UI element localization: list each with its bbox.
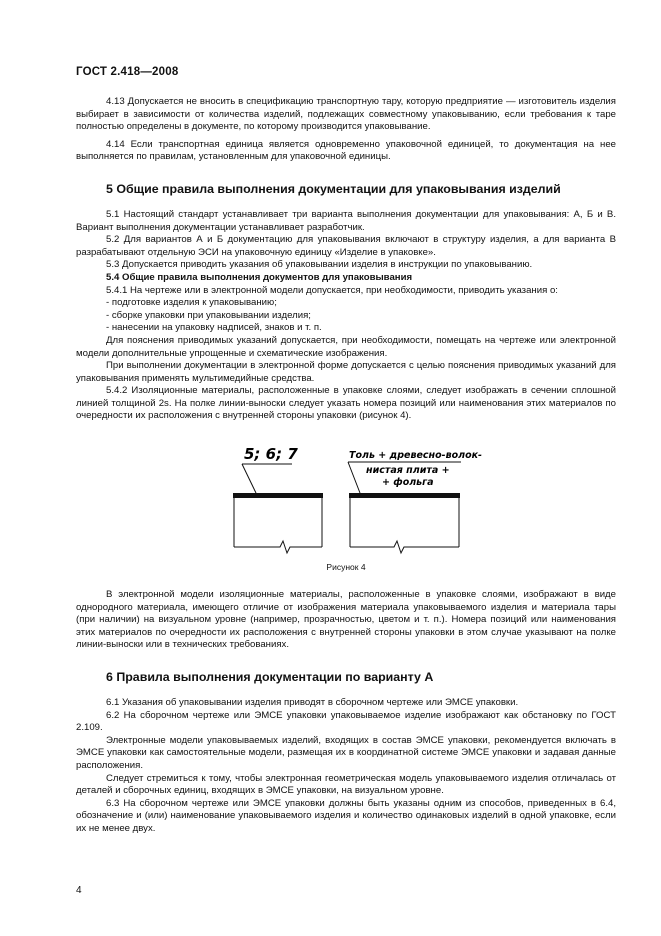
- paragraph-5-3: 5.3 Допускается приводить указания об упаковывании изделия в инструкции по упаковыванию.: [106, 259, 533, 271]
- break-line-left: [234, 541, 322, 553]
- figure-label-materials-3: + фольга: [382, 477, 434, 489]
- paragraph-explanation-1: Для пояснения приводимых указаний допускается, при необходимости, помещать на чертеже или электронной модели дополнительные упрощенные и схематические изображения.: [76, 334, 616, 359]
- paragraph-6-2b: Следует стремиться к тому, чтобы электронная геометрическая модель упаковываемого изделия отличалась от деталей и сборочных единиц, входящих в ЭМСЕ упаковки, на визуальном уровне.: [76, 772, 616, 797]
- figure-label-materials-2: нистая плита +: [366, 465, 450, 477]
- list-item: - сборке упаковки при упаковывании изделия;: [106, 310, 616, 323]
- figure-label-positions: 5; 6; 7: [244, 445, 298, 464]
- paragraph-6-3: 6.3 На сборочном чертеже или ЭМСЕ упаковки должны быть указаны одним из способов, приведенных в 6.4, обозначение и (или) наименование упаковываемого изделия и количество одинаковых изделий в одной упаковке, если их не менее двух.: [76, 797, 616, 834]
- document-code: ГОСТ 2.418—2008: [76, 66, 179, 78]
- section-5-heading: 5 Общие правила выполнения документации для упаковывания изделий: [106, 181, 561, 196]
- paragraph-5-1: 5.1 Настоящий стандарт устанавливает три варианта выполнения документации для упаковывания: А, Б и В. Вариант выполнения документации устанавливает разработчик.: [76, 208, 616, 233]
- section-6-heading: 6 Правила выполнения документации по варианту А: [106, 670, 434, 685]
- bullet-list: [76, 297, 616, 335]
- insulation-layer-left: [233, 493, 323, 498]
- figure-4: [76, 429, 616, 589]
- list-item: - подготовке изделия к упаковыванию;: [106, 297, 616, 310]
- paragraph-4-14: 4.14 Если транспортная единица является одновременно упаковочной единицей, то документация на нее выполняется по правилам, установленным для упаковочной единицы.: [76, 138, 616, 163]
- paragraph-5-2: 5.2 Для вариантов А и Б документацию для упаковывания включают в структуру изделия, а для варианта В разрабатывают отдельную ЭСИ на упаковочную единицу «Изделие в упаковке».: [76, 234, 616, 258]
- page-number: 4: [76, 885, 82, 896]
- paragraph-5-4-1: 5.4.1 На чертеже или в электронной модели допускается, при необходимости, приводить указания о:: [106, 284, 558, 296]
- figure-label-materials-1: Толь + древесно-волок-: [349, 450, 482, 462]
- break-line-right: [350, 541, 459, 553]
- paragraph-6-2: 6.2 На сборочном чертеже или ЭМСЕ упаковки упаковываемое изделие изображают как обстановку по ГОСТ 2.109.: [76, 709, 616, 734]
- subsection-5-4-heading: 5.4 Общие правила выполнения документов для упаковывания: [106, 271, 413, 283]
- paragraph-electronic-model: В электронной модели изоляционные материалы, расположенные в упаковке слоями, изображают в виде однородного материала, имеющего отличие от изображения материала упаковываемого изделия и материала тары (при наличии) на визуальном уровне (например, прозрачностью, цветом и т. п.). Номера позиций или наименования этих материалов по очередности их расположения с внутренней стороны упаковки в этом случае указывают на полке линии-выноски или в технических требованиях.: [76, 589, 616, 651]
- paragraph-5-4-2: 5.4.2 Изоляционные материалы, расположенные в упаковке слоями, следует изображать в сечении сплошной линией толщиной 2s. На полке линии-выноски следует указать номера позиций или наименования этих материалов по очередности их расположения с внутренней стороны упаковки (рисунок 4).: [76, 385, 616, 422]
- paragraph-4-13: 4.13 Допускается не вносить в спецификацию транспортную тару, которую предприятие — изготовитель изделия выбирает в зависимости от количества изделий, подлежащих совместному упаковыванию, если требования к таре полностью определены в документе, по которому производится упаковывание.: [76, 96, 616, 133]
- paragraph-6-2a: Электронные модели упаковываемых изделий, входящих в состав ЭМСЕ упаковки, рекомендуется включать в ЭМСЕ упаковки как самостоятельные модели, размещая их в координатной системе ЭМСЕ упаковки и задавая данные расположения.: [76, 734, 616, 771]
- insulation-layer-right: [349, 493, 460, 498]
- leader-line-left: [242, 464, 256, 493]
- paragraph-6-1: 6.1 Указания об упаковывании изделия приводят в сборочном чертеже или ЭМСЕ упаковки.: [106, 697, 519, 709]
- figure-4-drawing: [76, 429, 616, 559]
- page-body: [76, 96, 616, 836]
- figure-caption: Рисунок 4: [326, 562, 366, 573]
- list-item: - нанесении на упаковку надписей, знаков и т. п.: [106, 322, 616, 335]
- paragraph-explanation-2: При выполнении документации в электронной форме допускается с целью пояснения приводимых указаний для упаковывания применять мультимедийные средства.: [76, 360, 616, 384]
- leader-line-right: [348, 462, 360, 493]
